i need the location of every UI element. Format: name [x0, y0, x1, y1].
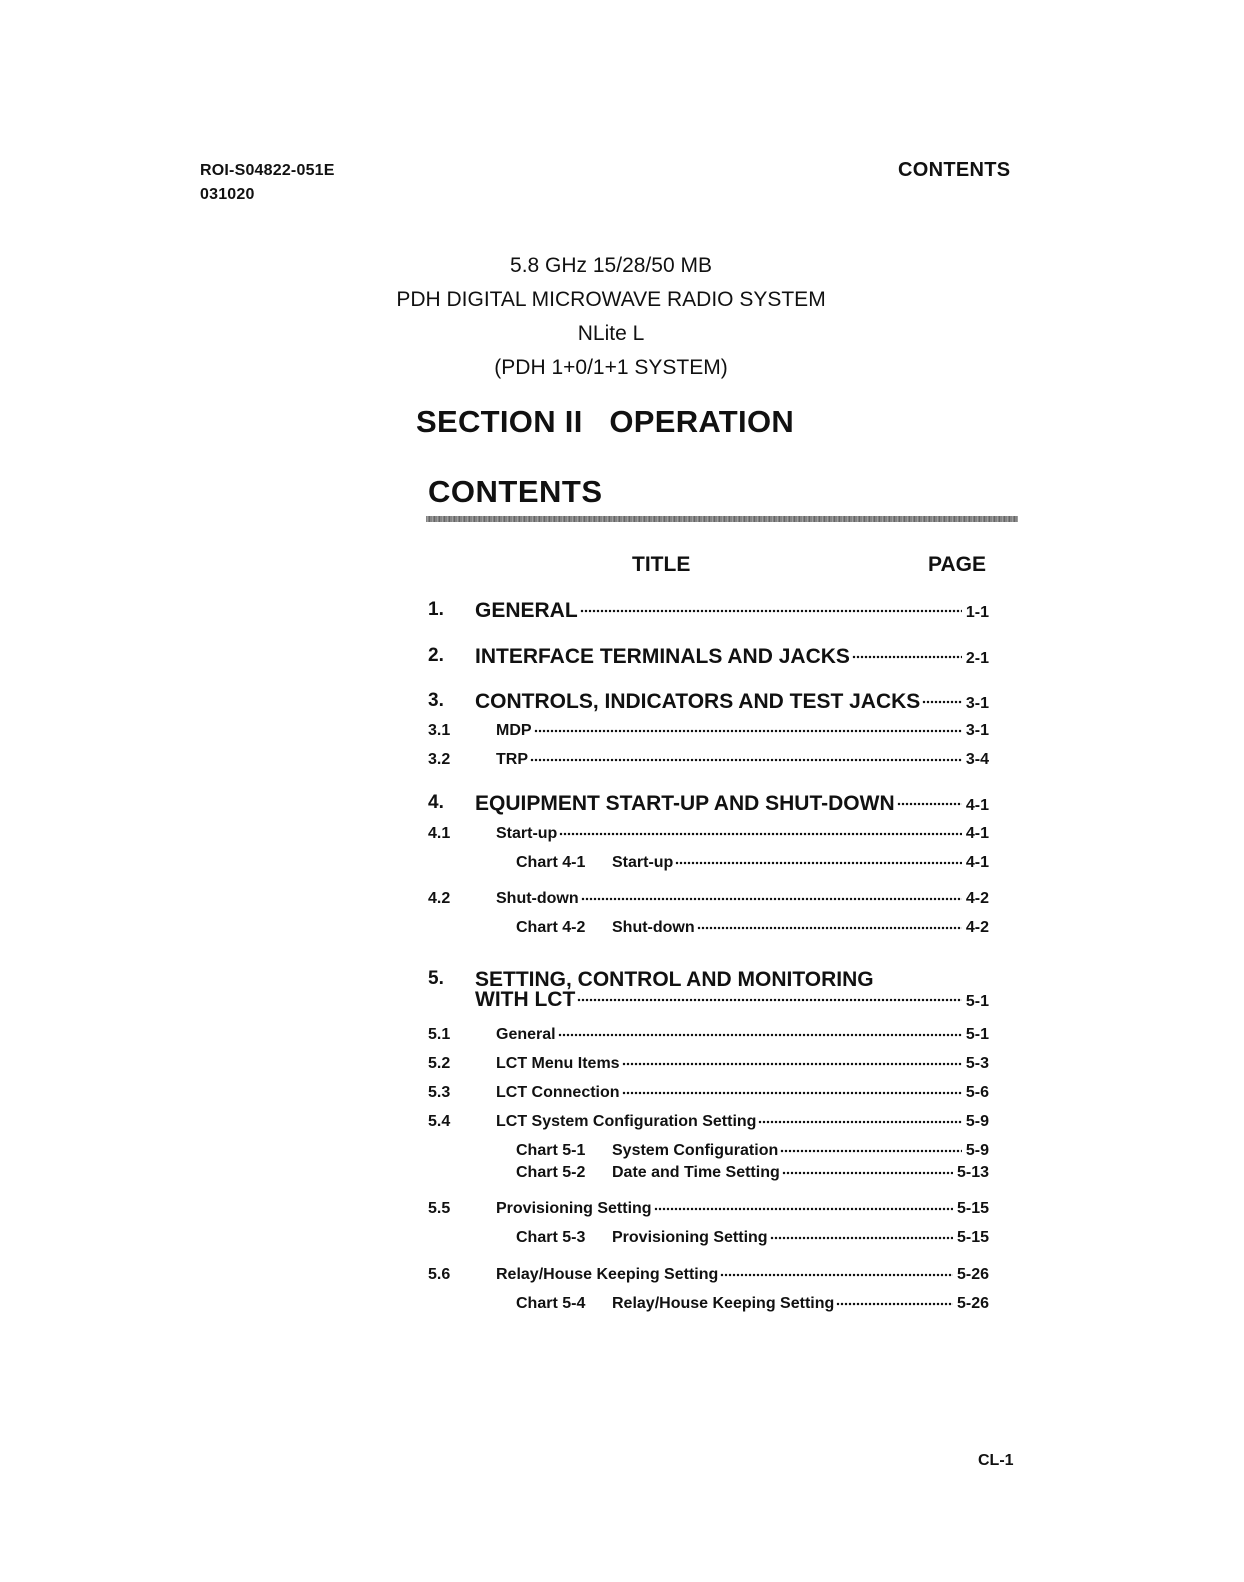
toc-page: 5-15 — [956, 1200, 989, 1217]
toc-number: 4.1 — [428, 825, 451, 842]
dot-leader — [836, 1301, 953, 1307]
dot-leader — [581, 896, 962, 902]
toc-page: 5-9 — [965, 1113, 989, 1130]
dot-leader — [530, 757, 962, 763]
toc-label: CONTROLS, INDICATORS AND TEST JACKS — [475, 690, 921, 713]
toc-label: Provisioning Setting — [496, 1200, 652, 1217]
toc-label: General — [496, 1026, 556, 1043]
toc-number: 3.2 — [428, 751, 451, 768]
section-heading: SECTION II OPERATION — [416, 404, 795, 439]
toc-number: 5.5 — [428, 1200, 451, 1217]
toc-number: 3. — [428, 690, 444, 711]
document-date: 031020 — [200, 186, 255, 203]
toc-page: 4-1 — [965, 825, 989, 842]
dot-leader — [534, 728, 962, 734]
toc-label: LCT System Configuration Setting — [496, 1113, 757, 1130]
dot-leader — [897, 801, 962, 807]
dot-leader — [558, 1032, 962, 1038]
dot-leader — [852, 654, 962, 660]
toc-page: 3-1 — [965, 722, 989, 739]
dot-leader — [577, 997, 962, 1003]
chart-number: Chart 5-3 — [516, 1229, 586, 1246]
toc-label: Shut-down — [496, 890, 579, 907]
toc-page: 5-15 — [956, 1229, 989, 1246]
toc-label: Start-up — [496, 825, 558, 842]
toc-label: System Configuration — [612, 1142, 779, 1159]
toc-label: MDP — [496, 722, 532, 739]
dot-leader — [580, 608, 962, 614]
column-header-page: PAGE — [928, 553, 986, 576]
toc-page: 5-9 — [965, 1142, 989, 1159]
chart-number: Chart 5-2 — [516, 1164, 586, 1181]
toc-label-line1: SETTING, CONTROL AND MONITORING — [475, 968, 874, 991]
toc-number: 1. — [428, 599, 444, 620]
toc-label: Provisioning Setting — [612, 1229, 768, 1246]
dot-leader — [770, 1235, 953, 1241]
title-line-frequency: 5.8 GHz 15/28/50 MB — [510, 254, 712, 277]
dot-leader — [622, 1061, 962, 1067]
toc-number: 2. — [428, 645, 444, 666]
toc-number: 5.2 — [428, 1055, 451, 1072]
toc-label: LCT Menu Items — [496, 1055, 620, 1072]
toc-page: 5-6 — [965, 1084, 989, 1101]
toc-label: TRP — [496, 751, 528, 768]
toc-number: 5. — [428, 968, 444, 989]
toc-page: 4-1 — [965, 854, 989, 871]
dot-leader — [697, 925, 962, 931]
toc-page: 2-1 — [965, 650, 989, 667]
toc-page: 5-1 — [965, 993, 989, 1010]
header-contents-label: CONTENTS — [898, 159, 1011, 181]
footer-page-number: CL-1 — [978, 1452, 1014, 1469]
document-number: ROI-S04822-051E — [200, 162, 335, 179]
toc-label: EQUIPMENT START-UP AND SHUT-DOWN — [475, 792, 895, 815]
toc-label: Relay/House Keeping Setting — [496, 1266, 719, 1283]
toc-page: 5-26 — [956, 1295, 989, 1312]
toc-number: 5.1 — [428, 1026, 451, 1043]
toc-page: 5-3 — [965, 1055, 989, 1072]
chart-number: Chart 4-2 — [516, 919, 586, 936]
toc-label: GENERAL — [475, 599, 578, 622]
dot-leader — [675, 860, 962, 866]
toc-page: 4-1 — [965, 797, 989, 814]
toc-label: Date and Time Setting — [612, 1164, 780, 1181]
toc-number: 5.3 — [428, 1084, 451, 1101]
title-line-system: PDH DIGITAL MICROWAVE RADIO SYSTEM — [396, 288, 826, 311]
dot-leader — [782, 1170, 953, 1176]
toc-page: 5-13 — [956, 1164, 989, 1181]
toc-number: 4. — [428, 792, 444, 813]
chart-number: Chart 5-1 — [516, 1142, 586, 1159]
toc-label-line2: WITH LCT — [475, 988, 576, 1011]
dot-leader — [720, 1272, 953, 1278]
toc-page: 5-26 — [956, 1266, 989, 1283]
dot-leader — [622, 1090, 962, 1096]
heading-divider — [426, 516, 1018, 522]
toc-number: 3.1 — [428, 722, 451, 739]
toc-page: 5-1 — [965, 1026, 989, 1043]
dot-leader — [758, 1119, 961, 1125]
dot-leader — [654, 1206, 953, 1212]
contents-heading: CONTENTS — [428, 474, 603, 509]
toc-page: 3-4 — [965, 751, 989, 768]
toc-page: 4-2 — [965, 890, 989, 907]
chart-number: Chart 5-4 — [516, 1295, 586, 1312]
toc-number: 4.2 — [428, 890, 451, 907]
toc-page: 1-1 — [965, 604, 989, 621]
dot-leader — [780, 1148, 962, 1154]
toc-label: Start-up — [612, 854, 674, 871]
toc-label: Shut-down — [612, 919, 695, 936]
chart-number: Chart 4-1 — [516, 854, 586, 871]
toc-number: 5.6 — [428, 1266, 451, 1283]
toc-label: Relay/House Keeping Setting — [612, 1295, 835, 1312]
toc-label: INTERFACE TERMINALS AND JACKS — [475, 645, 850, 668]
toc-page: 4-2 — [965, 919, 989, 936]
title-line-product: NLite L — [577, 322, 645, 345]
toc-number: 5.4 — [428, 1113, 451, 1130]
dot-leader — [559, 831, 962, 837]
toc-label: LCT Connection — [496, 1084, 620, 1101]
dot-leader — [922, 699, 962, 705]
toc-page: 3-1 — [965, 695, 989, 712]
title-line-config: (PDH 1+0/1+1 SYSTEM) — [494, 356, 728, 379]
column-header-title: TITLE — [632, 553, 691, 576]
